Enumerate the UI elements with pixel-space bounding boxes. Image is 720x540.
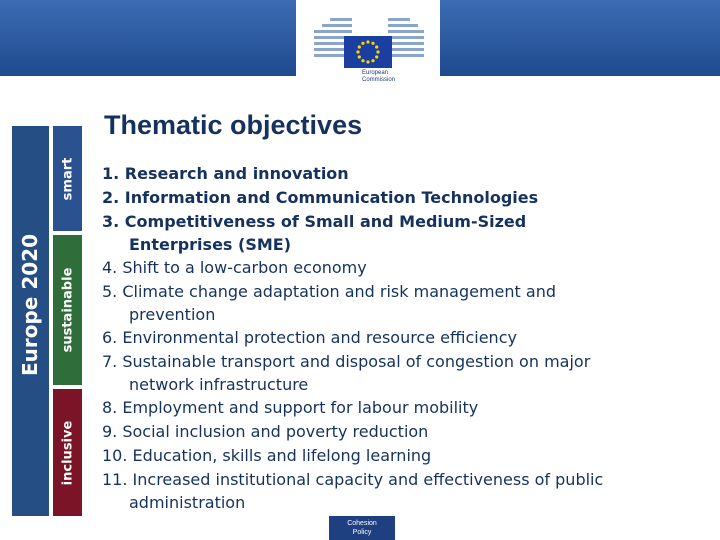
badge-line-1: Cohesion	[347, 520, 377, 527]
list-item: 7. Sustainable transport and disposal of congestion on major	[102, 352, 591, 371]
list-item: 8. Employment and support for labour mobility	[102, 398, 479, 417]
list-item: 9. Social inclusion and poverty reduction	[102, 422, 429, 441]
logo-line-1: European	[362, 70, 389, 76]
list-item-continuation: prevention	[129, 305, 216, 324]
sustainable-box	[53, 235, 82, 385]
list-item: 10. Education, skills and lifelong learning	[102, 446, 432, 465]
list-item-continuation: Enterprises (SME)	[129, 235, 292, 254]
list-item: 6. Environmental protection and resource efficiency	[102, 328, 517, 347]
page-title: Thematic objectives	[104, 110, 363, 140]
list-item: 5. Climate change adaptation and risk management and	[102, 282, 556, 301]
inclusive-box	[53, 389, 82, 516]
badge-line-2: Policy	[352, 529, 372, 536]
objectives-list	[102, 162, 603, 514]
list-item: 4. Shift to a low-carbon economy	[102, 258, 367, 277]
list-item-continuation: administration	[129, 493, 246, 512]
list-item-continuation: network infrastructure	[129, 375, 309, 394]
logo-line-2: Commission	[362, 77, 396, 83]
sustainable-label: sustainable	[60, 267, 75, 353]
logo-text	[362, 70, 395, 84]
inclusive-label: inclusive	[60, 420, 75, 485]
list-item: 3. Competitiveness of Small and Medium-Sized	[102, 212, 527, 231]
smart-box	[53, 126, 82, 231]
cohesion-policy-badge	[329, 516, 395, 540]
european-commission-logo	[296, 0, 440, 100]
europe-2020-label: Europe 2020	[18, 233, 42, 377]
smart-label: smart	[60, 157, 75, 200]
list-item: 1. Research and innovation	[102, 164, 349, 183]
list-item: 11. Increased institutional capacity and effectiveness of public	[102, 470, 604, 489]
berlaymont-building-icon	[308, 8, 428, 68]
list-item: 2. Information and Communication Technologies	[102, 188, 539, 207]
